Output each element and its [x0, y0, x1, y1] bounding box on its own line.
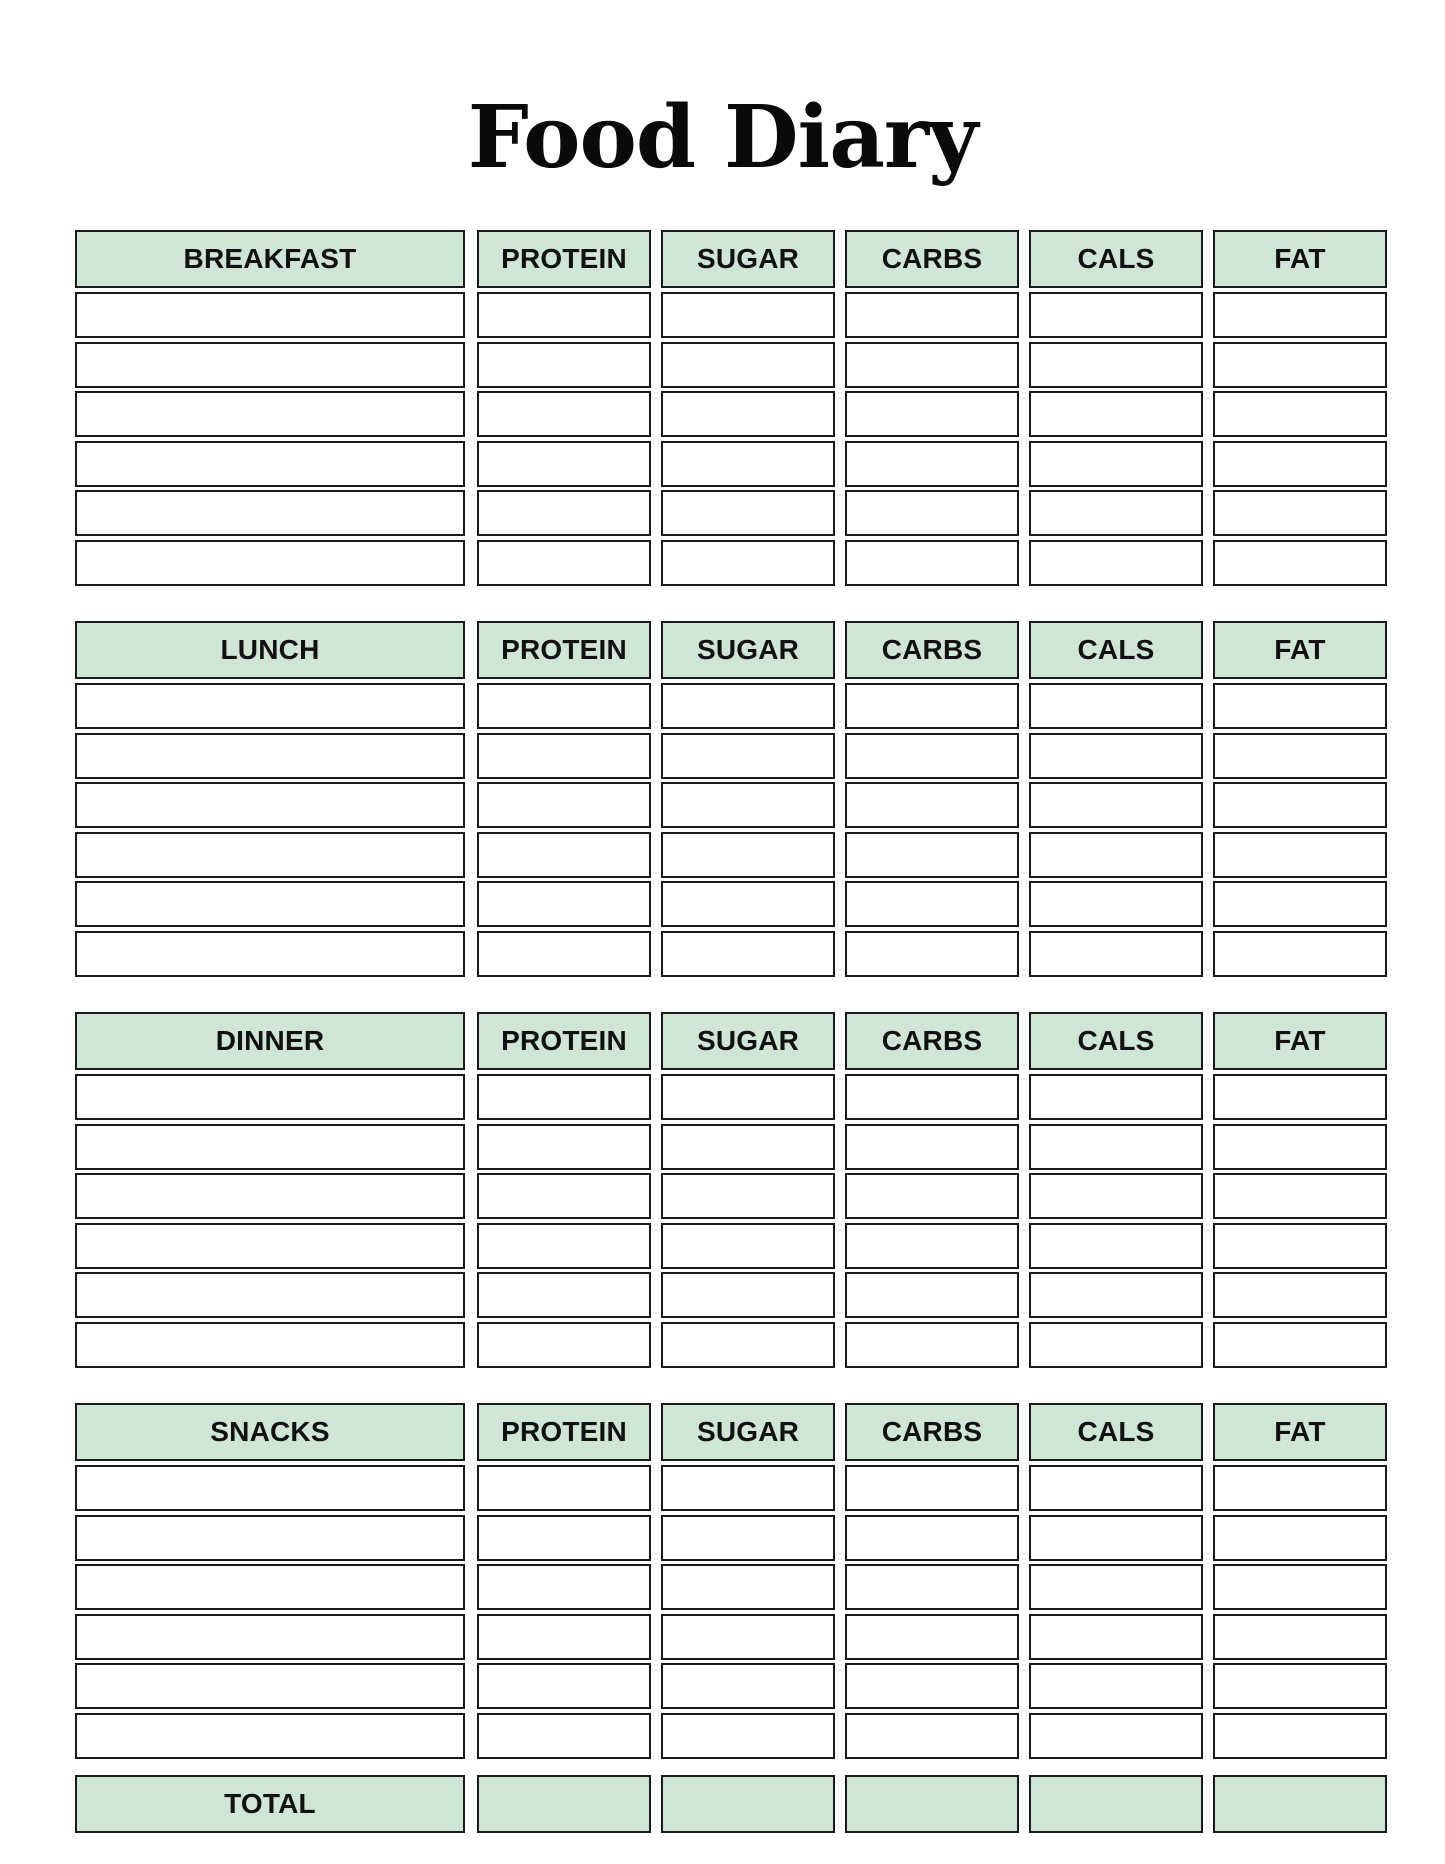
dinner-carbs-header: CARBS: [845, 1012, 1019, 1070]
lunch-cals-entry-cell[interactable]: [1029, 733, 1203, 779]
breakfast-cals-entry-cell[interactable]: [1029, 342, 1203, 388]
snacks-sugar-entry-cell[interactable]: [661, 1515, 835, 1561]
lunch-protein-entry-cell[interactable]: [477, 931, 651, 977]
dinner-cals-entry-cell[interactable]: [1029, 1223, 1203, 1269]
snacks-header: SNACKS: [75, 1403, 465, 1461]
snacks-cals-entry-cell[interactable]: [1029, 1663, 1203, 1709]
total-label: TOTAL: [75, 1775, 465, 1833]
page-title: Food Diary: [467, 87, 978, 188]
dinner-food-entry-cell[interactable]: [75, 1173, 465, 1219]
breakfast-fat-entry-cell[interactable]: [1213, 540, 1387, 586]
breakfast-sugar-entry-cell[interactable]: [661, 342, 835, 388]
snacks-sugar-entry-cell[interactable]: [661, 1663, 835, 1709]
lunch-cals-header: CALS: [1029, 621, 1203, 679]
lunch-food-entry-cell[interactable]: [75, 881, 465, 927]
dinner-sugar-entry-cell[interactable]: [661, 1223, 835, 1269]
dinner-carbs-entry-cell[interactable]: [845, 1322, 1019, 1368]
lunch-protein-entry-cell[interactable]: [477, 782, 651, 828]
snacks-protein-header: PROTEIN: [477, 1403, 651, 1461]
snacks-sugar-entry-cell[interactable]: [661, 1713, 835, 1759]
lunch-cals-entry-cell[interactable]: [1029, 782, 1203, 828]
lunch-carbs-entry-cell[interactable]: [845, 832, 1019, 878]
breakfast-fat-entry-cell[interactable]: [1213, 292, 1387, 338]
snacks-food-entry-cell[interactable]: [75, 1465, 465, 1511]
snacks-cals-entry-cell[interactable]: [1029, 1515, 1203, 1561]
snacks-protein-entry-cell[interactable]: [477, 1564, 651, 1610]
lunch-fat-entry-cell[interactable]: [1213, 881, 1387, 927]
dinner-food-entry-cell[interactable]: [75, 1223, 465, 1269]
snacks-fat-entry-cell[interactable]: [1213, 1564, 1387, 1610]
dinner-cals-entry-cell[interactable]: [1029, 1322, 1203, 1368]
lunch-cals-entry-cell[interactable]: [1029, 683, 1203, 729]
lunch-fat-entry-cell[interactable]: [1213, 832, 1387, 878]
total-cals-cell[interactable]: [1029, 1775, 1203, 1833]
lunch-cals-entry-cell[interactable]: [1029, 931, 1203, 977]
breakfast-cals-entry-cell[interactable]: [1029, 391, 1203, 437]
dinner-fat-entry-cell[interactable]: [1213, 1173, 1387, 1219]
dinner-sugar-entry-cell[interactable]: [661, 1272, 835, 1318]
lunch-carbs-entry-cell[interactable]: [845, 881, 1019, 927]
lunch-carbs-entry-cell[interactable]: [845, 931, 1019, 977]
snacks-protein-entry-cell[interactable]: [477, 1614, 651, 1660]
snacks-carbs-header: CARBS: [845, 1403, 1019, 1461]
dinner-sugar-entry-cell[interactable]: [661, 1322, 835, 1368]
lunch-food-entry-cell[interactable]: [75, 931, 465, 977]
dinner-carbs-entry-cell[interactable]: [845, 1272, 1019, 1318]
snacks-cals-header: CALS: [1029, 1403, 1203, 1461]
snacks-carbs-entry-cell[interactable]: [845, 1614, 1019, 1660]
breakfast-cals-entry-cell[interactable]: [1029, 441, 1203, 487]
lunch-carbs-entry-cell[interactable]: [845, 782, 1019, 828]
lunch-sugar-entry-cell[interactable]: [661, 931, 835, 977]
snacks-food-entry-cell[interactable]: [75, 1564, 465, 1610]
breakfast-protein-header: PROTEIN: [477, 230, 651, 288]
snacks-carbs-entry-cell[interactable]: [845, 1515, 1019, 1561]
snacks-fat-header: FAT: [1213, 1403, 1387, 1461]
snacks-cals-entry-cell[interactable]: [1029, 1564, 1203, 1610]
breakfast-carbs-entry-cell[interactable]: [845, 391, 1019, 437]
breakfast-cals-entry-cell[interactable]: [1029, 292, 1203, 338]
dinner-sugar-entry-cell[interactable]: [661, 1124, 835, 1170]
breakfast-sugar-header: SUGAR: [661, 230, 835, 288]
lunch-sugar-entry-cell[interactable]: [661, 832, 835, 878]
breakfast-food-entry-cell[interactable]: [75, 391, 465, 437]
snacks-food-entry-cell[interactable]: [75, 1663, 465, 1709]
breakfast-food-entry-cell[interactable]: [75, 342, 465, 388]
dinner-protein-header: PROTEIN: [477, 1012, 651, 1070]
lunch-fat-entry-cell[interactable]: [1213, 733, 1387, 779]
dinner-food-entry-cell[interactable]: [75, 1322, 465, 1368]
dinner-header: DINNER: [75, 1012, 465, 1070]
lunch-food-entry-cell[interactable]: [75, 683, 465, 729]
lunch-header: LUNCH: [75, 621, 465, 679]
breakfast-sugar-entry-cell[interactable]: [661, 391, 835, 437]
breakfast-carbs-entry-cell[interactable]: [845, 540, 1019, 586]
dinner-sugar-header: SUGAR: [661, 1012, 835, 1070]
breakfast-carbs-entry-cell[interactable]: [845, 292, 1019, 338]
dinner-fat-entry-cell[interactable]: [1213, 1322, 1387, 1368]
dinner-protein-entry-cell[interactable]: [477, 1272, 651, 1318]
breakfast-fat-header: FAT: [1213, 230, 1387, 288]
snacks-sugar-entry-cell[interactable]: [661, 1465, 835, 1511]
snacks-fat-entry-cell[interactable]: [1213, 1663, 1387, 1709]
breakfast-sugar-entry-cell[interactable]: [661, 490, 835, 536]
dinner-cals-header: CALS: [1029, 1012, 1203, 1070]
lunch-carbs-entry-cell[interactable]: [845, 683, 1019, 729]
total-protein-cell[interactable]: [477, 1775, 651, 1833]
dinner-fat-entry-cell[interactable]: [1213, 1272, 1387, 1318]
dinner-carbs-entry-cell[interactable]: [845, 1223, 1019, 1269]
dinner-food-entry-cell[interactable]: [75, 1074, 465, 1120]
breakfast-cals-entry-cell[interactable]: [1029, 490, 1203, 536]
dinner-fat-entry-cell[interactable]: [1213, 1074, 1387, 1120]
lunch-fat-entry-cell[interactable]: [1213, 683, 1387, 729]
lunch-food-entry-cell[interactable]: [75, 782, 465, 828]
lunch-food-entry-cell[interactable]: [75, 832, 465, 878]
breakfast-fat-entry-cell[interactable]: [1213, 490, 1387, 536]
dinner-food-entry-cell[interactable]: [75, 1124, 465, 1170]
total-sugar-cell[interactable]: [661, 1775, 835, 1833]
snacks-protein-entry-cell[interactable]: [477, 1465, 651, 1511]
breakfast-sugar-entry-cell[interactable]: [661, 292, 835, 338]
dinner-fat-header: FAT: [1213, 1012, 1387, 1070]
snacks-sugar-entry-cell[interactable]: [661, 1564, 835, 1610]
snacks-fat-entry-cell[interactable]: [1213, 1614, 1387, 1660]
breakfast-protein-entry-cell[interactable]: [477, 540, 651, 586]
snacks-sugar-header: SUGAR: [661, 1403, 835, 1461]
snacks-carbs-entry-cell[interactable]: [845, 1465, 1019, 1511]
lunch-fat-entry-cell[interactable]: [1213, 782, 1387, 828]
snacks-food-entry-cell[interactable]: [75, 1614, 465, 1660]
snacks-food-entry-cell[interactable]: [75, 1515, 465, 1561]
breakfast-food-entry-cell[interactable]: [75, 441, 465, 487]
lunch-cals-entry-cell[interactable]: [1029, 881, 1203, 927]
lunch-sugar-entry-cell[interactable]: [661, 782, 835, 828]
lunch-protein-header: PROTEIN: [477, 621, 651, 679]
lunch-fat-header: FAT: [1213, 621, 1387, 679]
snacks-cals-entry-cell[interactable]: [1029, 1713, 1203, 1759]
breakfast-protein-entry-cell[interactable]: [477, 292, 651, 338]
dinner-cals-entry-cell[interactable]: [1029, 1074, 1203, 1120]
dinner-protein-entry-cell[interactable]: [477, 1322, 651, 1368]
snacks-carbs-entry-cell[interactable]: [845, 1564, 1019, 1610]
breakfast-protein-entry-cell[interactable]: [477, 391, 651, 437]
lunch-sugar-entry-cell[interactable]: [661, 881, 835, 927]
snacks-cals-entry-cell[interactable]: [1029, 1614, 1203, 1660]
dinner-sugar-entry-cell[interactable]: [661, 1074, 835, 1120]
breakfast-carbs-entry-cell[interactable]: [845, 441, 1019, 487]
breakfast-protein-entry-cell[interactable]: [477, 441, 651, 487]
snacks-fat-entry-cell[interactable]: [1213, 1713, 1387, 1759]
snacks-protein-entry-cell[interactable]: [477, 1515, 651, 1561]
breakfast-carbs-entry-cell[interactable]: [845, 342, 1019, 388]
breakfast-food-entry-cell[interactable]: [75, 292, 465, 338]
breakfast-cals-entry-cell[interactable]: [1029, 540, 1203, 586]
dinner-protein-entry-cell[interactable]: [477, 1074, 651, 1120]
dinner-protein-entry-cell[interactable]: [477, 1223, 651, 1269]
breakfast-food-entry-cell[interactable]: [75, 540, 465, 586]
dinner-sugar-entry-cell[interactable]: [661, 1173, 835, 1219]
snacks-cals-entry-cell[interactable]: [1029, 1465, 1203, 1511]
snacks-sugar-entry-cell[interactable]: [661, 1614, 835, 1660]
breakfast-carbs-header: CARBS: [845, 230, 1019, 288]
lunch-carbs-entry-cell[interactable]: [845, 733, 1019, 779]
snacks-fat-entry-cell[interactable]: [1213, 1465, 1387, 1511]
snacks-carbs-entry-cell[interactable]: [845, 1663, 1019, 1709]
breakfast-fat-entry-cell[interactable]: [1213, 342, 1387, 388]
snacks-protein-entry-cell[interactable]: [477, 1713, 651, 1759]
breakfast-sugar-entry-cell[interactable]: [661, 441, 835, 487]
lunch-food-entry-cell[interactable]: [75, 733, 465, 779]
total-fat-cell[interactable]: [1213, 1775, 1387, 1833]
breakfast-protein-entry-cell[interactable]: [477, 490, 651, 536]
breakfast-protein-entry-cell[interactable]: [477, 342, 651, 388]
dinner-cals-entry-cell[interactable]: [1029, 1173, 1203, 1219]
dinner-carbs-entry-cell[interactable]: [845, 1074, 1019, 1120]
snacks-protein-entry-cell[interactable]: [477, 1663, 651, 1709]
lunch-sugar-entry-cell[interactable]: [661, 683, 835, 729]
snacks-food-entry-cell[interactable]: [75, 1713, 465, 1759]
dinner-cals-entry-cell[interactable]: [1029, 1124, 1203, 1170]
dinner-carbs-entry-cell[interactable]: [845, 1173, 1019, 1219]
lunch-protein-entry-cell[interactable]: [477, 881, 651, 927]
lunch-cals-entry-cell[interactable]: [1029, 832, 1203, 878]
dinner-fat-entry-cell[interactable]: [1213, 1223, 1387, 1269]
dinner-carbs-entry-cell[interactable]: [845, 1124, 1019, 1170]
snacks-carbs-entry-cell[interactable]: [845, 1713, 1019, 1759]
dinner-cals-entry-cell[interactable]: [1029, 1272, 1203, 1318]
snacks-fat-entry-cell[interactable]: [1213, 1515, 1387, 1561]
dinner-protein-entry-cell[interactable]: [477, 1173, 651, 1219]
dinner-food-entry-cell[interactable]: [75, 1272, 465, 1318]
dinner-fat-entry-cell[interactable]: [1213, 1124, 1387, 1170]
breakfast-fat-entry-cell[interactable]: [1213, 391, 1387, 437]
breakfast-carbs-entry-cell[interactable]: [845, 490, 1019, 536]
lunch-protein-entry-cell[interactable]: [477, 683, 651, 729]
lunch-protein-entry-cell[interactable]: [477, 733, 651, 779]
breakfast-sugar-entry-cell[interactable]: [661, 540, 835, 586]
breakfast-fat-entry-cell[interactable]: [1213, 441, 1387, 487]
lunch-protein-entry-cell[interactable]: [477, 832, 651, 878]
dinner-protein-entry-cell[interactable]: [477, 1124, 651, 1170]
breakfast-header: BREAKFAST: [75, 230, 465, 288]
lunch-carbs-header: CARBS: [845, 621, 1019, 679]
lunch-fat-entry-cell[interactable]: [1213, 931, 1387, 977]
breakfast-food-entry-cell[interactable]: [75, 490, 465, 536]
breakfast-cals-header: CALS: [1029, 230, 1203, 288]
lunch-sugar-header: SUGAR: [661, 621, 835, 679]
lunch-sugar-entry-cell[interactable]: [661, 733, 835, 779]
total-carbs-cell[interactable]: [845, 1775, 1019, 1833]
